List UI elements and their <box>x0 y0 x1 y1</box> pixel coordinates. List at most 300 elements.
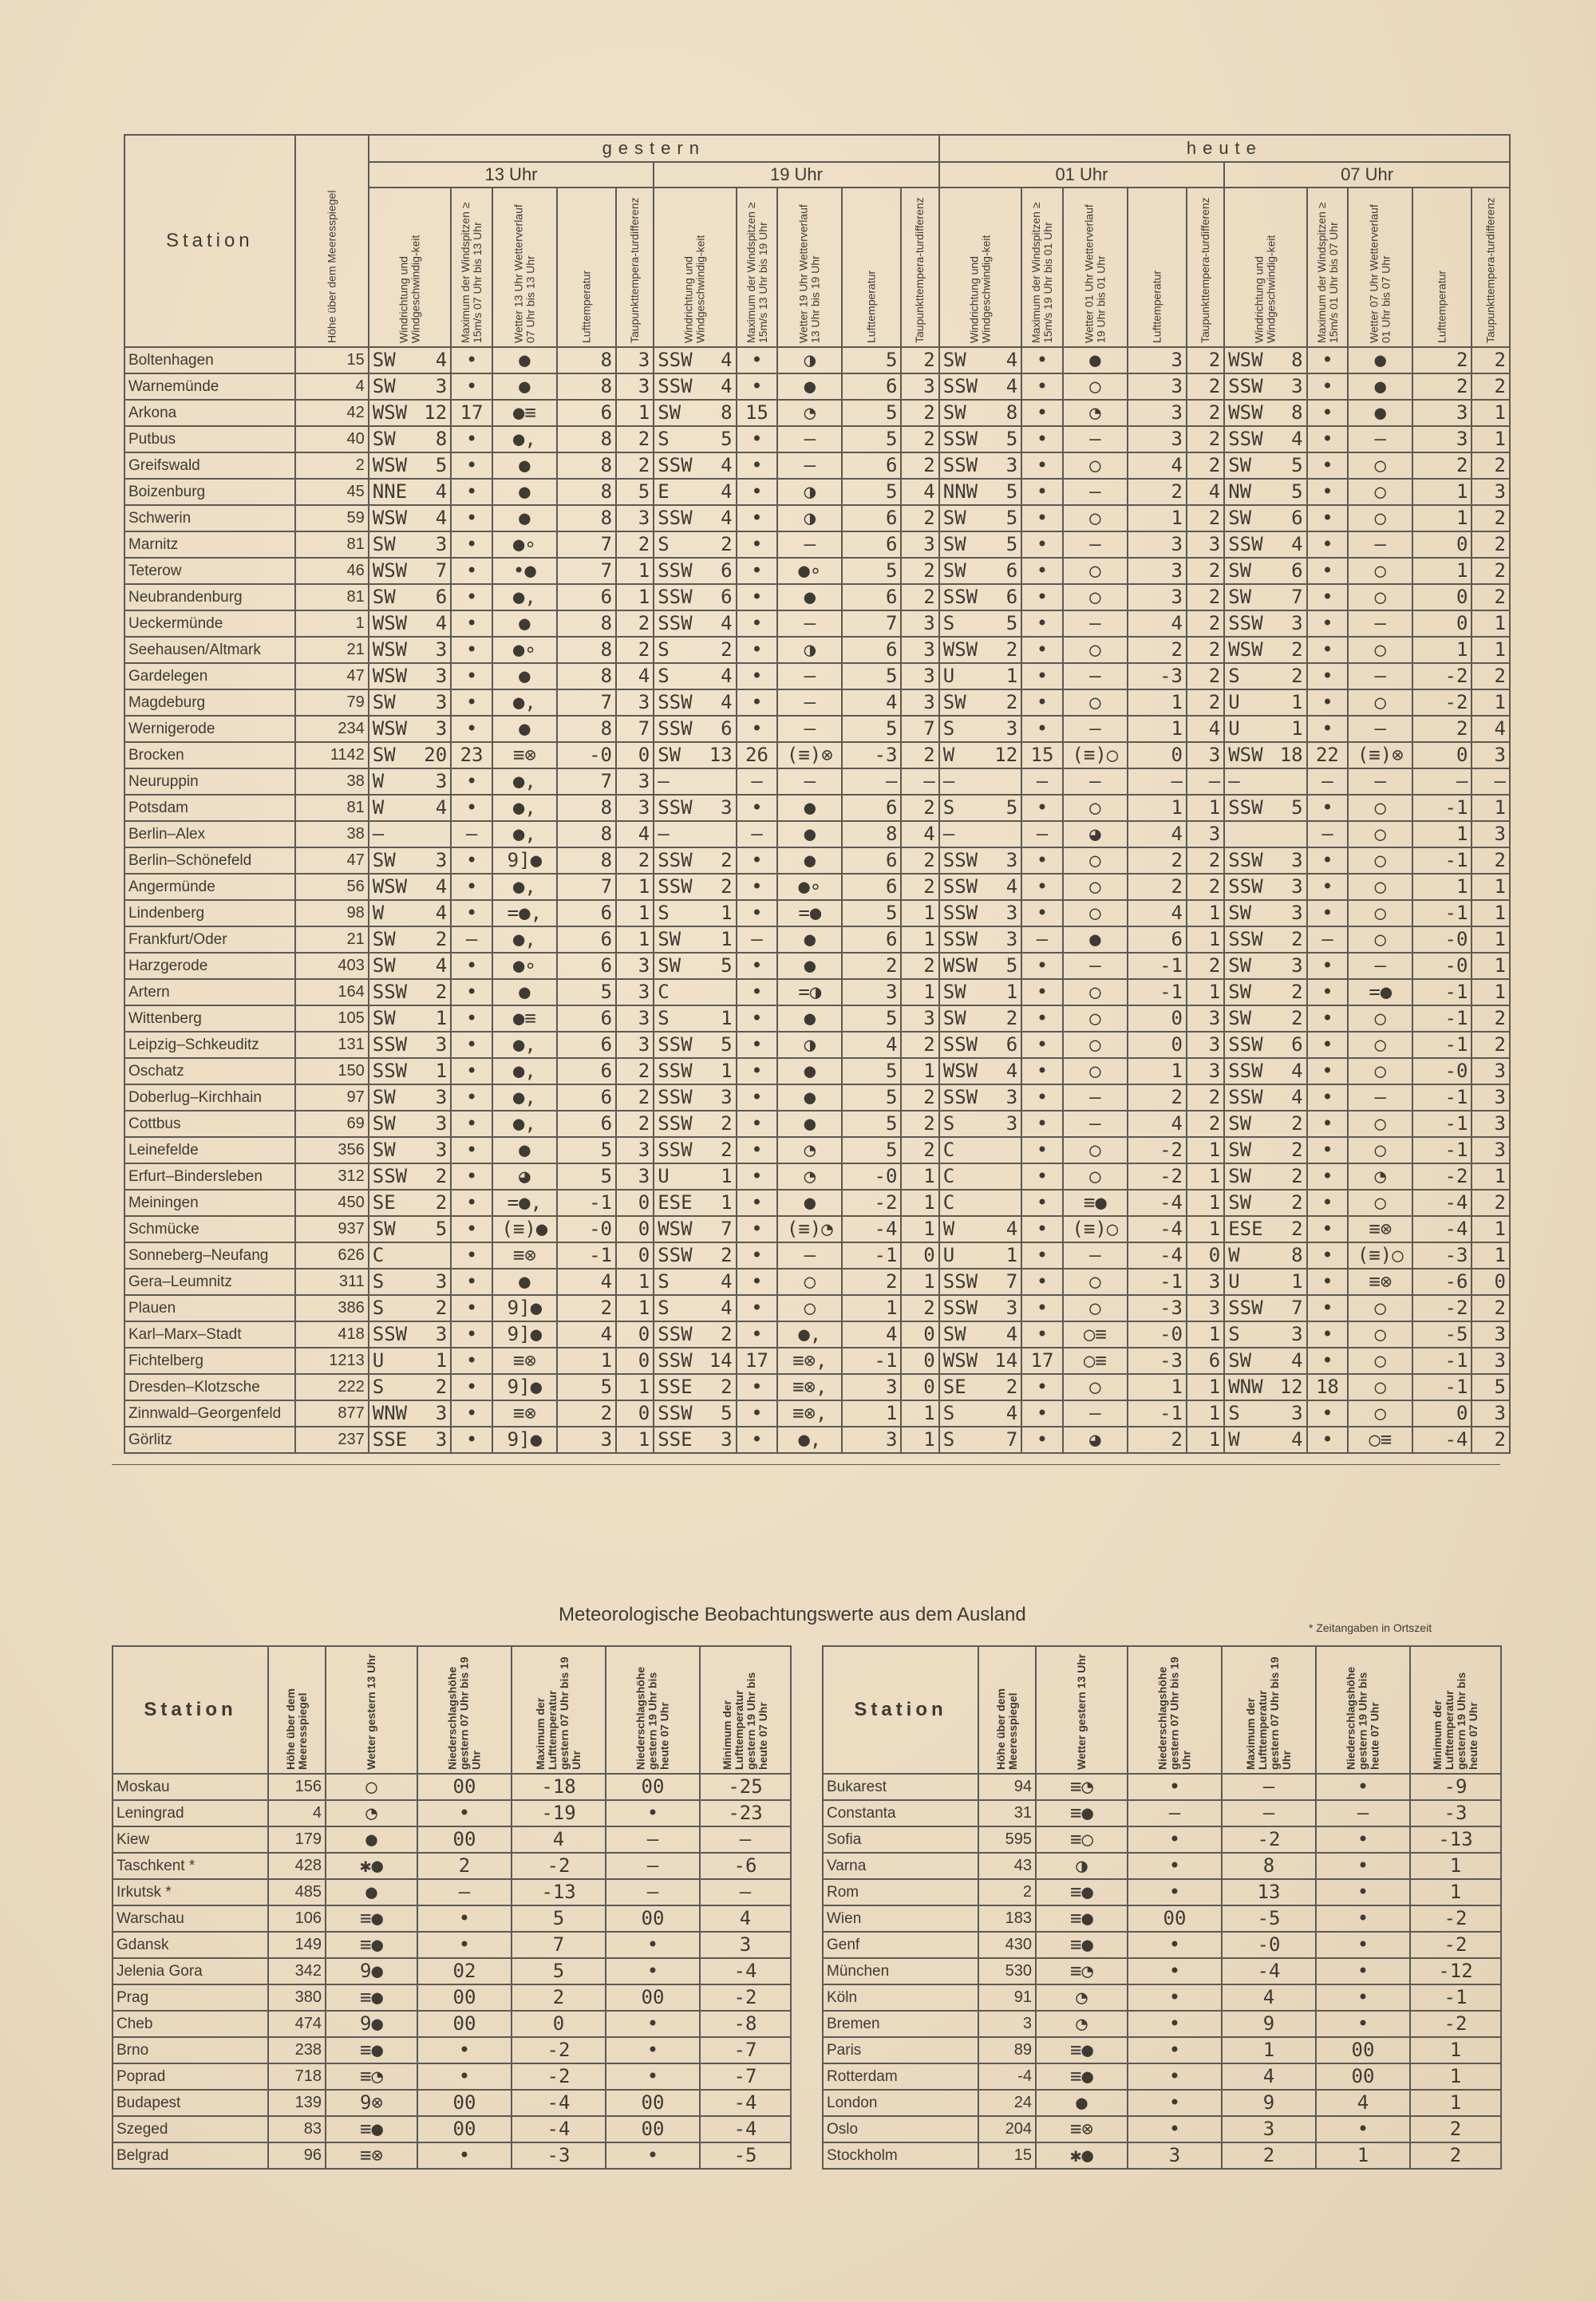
max-temperature: 2 <box>512 1984 606 2011</box>
wind-speed: 1 <box>980 663 1021 689</box>
wind-direction: SSW <box>1224 847 1266 874</box>
air-temperature: 1 <box>1412 479 1472 505</box>
weather-symbol: ● <box>326 1879 417 1905</box>
max-temperature: -2 <box>512 1853 606 1879</box>
air-temperature: 8 <box>557 479 616 505</box>
air-temperature: -4 <box>842 1216 901 1242</box>
air-temperature: 4 <box>1128 900 1187 926</box>
station-name: Jelenia Gora <box>113 1958 268 1984</box>
wind-direction: WSW <box>369 716 410 742</box>
dewpoint-difference: 1 <box>1187 795 1224 821</box>
dewpoint-difference: 1 <box>1472 874 1510 900</box>
c07-col-4-header: Taupunkttempera-turdifferenz <box>1472 188 1510 347</box>
time-07-header: 07 Uhr <box>1224 162 1510 188</box>
station-name: Plauen <box>124 1295 295 1321</box>
air-temperature: 0 <box>1412 742 1472 768</box>
table-row <box>124 610 1510 637</box>
max-temperature: -3 <box>512 2142 606 2169</box>
wind-direction: SSW <box>1224 1058 1266 1084</box>
foreign-col-3-header: Maximum der Lufttemperatur gestern 07 Uhr bis 19 Uhr <box>1222 1646 1316 1774</box>
wind-gust: • <box>1307 1400 1349 1427</box>
wind-speed: 4 <box>695 347 737 373</box>
weather-symbol: ● <box>492 452 557 479</box>
wind-direction: WSW <box>369 558 410 584</box>
weather-symbol: – <box>777 768 842 795</box>
weather-symbol: ○≡ <box>1063 1348 1128 1374</box>
heute-header: heute <box>939 135 1510 162</box>
table-row <box>113 1984 791 2011</box>
dewpoint-difference: 2 <box>1187 1111 1224 1137</box>
table-row <box>124 663 1510 689</box>
weather-symbol: (≡)○ <box>1348 1242 1412 1269</box>
wind-gust: • <box>451 1295 492 1321</box>
table-row <box>823 1984 1501 2011</box>
wind-speed: 3 <box>409 768 451 795</box>
wind-speed: 2 <box>695 531 737 558</box>
table-row <box>124 1084 1510 1111</box>
precip-night: • <box>1316 2011 1410 2037</box>
foreign-col-1-header: Wetter gestern 13 Uhr <box>1036 1646 1128 1774</box>
wind-direction: SSW <box>939 373 981 400</box>
min-temperature: 2 <box>1410 2116 1501 2142</box>
c13-col-1-header: Maximum der Windspitzen ≥ 15m/s 07 Uhr bis 13 Uhr <box>451 188 492 347</box>
dewpoint-difference: 2 <box>1187 610 1224 637</box>
c01-col-0-header: Windrichtung und Windgeschwindig-keit <box>939 188 1021 347</box>
air-temperature: 4 <box>1128 452 1187 479</box>
table-row <box>124 1348 1510 1374</box>
weather-symbol: ◔ <box>777 1163 842 1190</box>
wind-speed: 4 <box>409 347 451 373</box>
wind-speed: 8 <box>1266 347 1307 373</box>
weather-symbol: 9● <box>326 2011 417 2037</box>
wind-gust: • <box>1307 452 1349 479</box>
station-name: Schmücke <box>124 1216 295 1242</box>
dewpoint-difference: 1 <box>901 926 938 953</box>
wind-speed: 1 <box>695 1005 737 1032</box>
wind-direction: WSW <box>369 637 410 663</box>
wind-speed: 4 <box>409 505 451 531</box>
station-height: 164 <box>295 979 369 1005</box>
air-temperature: -1 <box>1412 1084 1472 1111</box>
air-temperature: 6 <box>842 637 901 663</box>
max-temperature: -18 <box>512 1774 606 1800</box>
wind-gust: • <box>737 531 778 558</box>
wind-gust: • <box>451 900 492 926</box>
wind-gust: • <box>451 1321 492 1348</box>
dewpoint-difference: 1 <box>616 1427 654 1453</box>
air-temperature: -4 <box>1412 1427 1472 1453</box>
station-name: Warnemünde <box>124 373 295 400</box>
wind-direction: SW <box>1224 505 1266 531</box>
weather-symbol: 9]● <box>492 1427 557 1453</box>
station-name: Oschatz <box>124 1058 295 1084</box>
station-name: Sofia <box>823 1826 978 1853</box>
c13-col-2-header: Wetter 13 Uhr Wetterverlauf 07 Uhr bis 13 Uhr <box>492 188 557 347</box>
weather-symbol: 9● <box>326 1958 417 1984</box>
foreign-station-header: Station <box>823 1646 978 1774</box>
table-row <box>124 768 1510 795</box>
wind-gust: • <box>737 479 778 505</box>
station-name: Belgrad <box>113 2142 268 2169</box>
wind-gust: • <box>737 716 778 742</box>
wind-speed: 6 <box>1266 558 1307 584</box>
weather-symbol: ○≡ <box>1063 1321 1128 1348</box>
air-temperature: 6 <box>557 1111 616 1137</box>
precip-day: 00 <box>417 1774 512 1800</box>
wind-speed: 6 <box>695 584 737 610</box>
air-temperature: 7 <box>557 531 616 558</box>
precip-day: • <box>417 1932 512 1958</box>
max-temperature: 0 <box>512 2011 606 2037</box>
dewpoint-difference: 2 <box>1187 347 1224 373</box>
wind-gust: • <box>1021 426 1063 452</box>
air-temperature: 6 <box>1128 926 1187 953</box>
weather-symbol: ○ <box>1348 1032 1412 1058</box>
air-temperature: – <box>1128 768 1187 795</box>
weather-symbol: ● <box>777 1111 842 1137</box>
dewpoint-difference: 3 <box>1472 1400 1510 1427</box>
dewpoint-difference: 2 <box>901 795 938 821</box>
weather-symbol: ● <box>777 373 842 400</box>
station-name: Paris <box>823 2037 978 2063</box>
dewpoint-difference: 2 <box>1472 347 1510 373</box>
weather-symbol: ✱● <box>326 1853 417 1879</box>
wind-speed <box>409 1242 451 1269</box>
max-temperature: 2 <box>1222 2142 1316 2169</box>
max-temperature: 5 <box>512 1905 606 1932</box>
station-height: 403 <box>295 953 369 979</box>
wind-gust: • <box>1307 1427 1349 1453</box>
weather-symbol: ○ <box>1348 505 1412 531</box>
wind-direction: SSW <box>654 505 695 531</box>
weather-symbol: ● <box>492 663 557 689</box>
precip-night: – <box>1316 1800 1410 1826</box>
table-row <box>124 479 1510 505</box>
dewpoint-difference: 7 <box>616 716 654 742</box>
weather-symbol: ●∘ <box>492 637 557 663</box>
station-height: 149 <box>268 1932 326 1958</box>
dewpoint-difference: 1 <box>1472 610 1510 637</box>
wind-direction: ESE <box>1224 1216 1266 1242</box>
wind-gust: • <box>451 426 492 452</box>
weather-symbol: ○ <box>1348 584 1412 610</box>
weather-symbol: ●∘ <box>492 531 557 558</box>
station-height: 105 <box>295 1005 369 1032</box>
station-name: Irkutsk * <box>113 1879 268 1905</box>
wind-speed: 12 <box>980 742 1021 768</box>
precip-night: • <box>1316 1984 1410 2011</box>
dewpoint-difference: 3 <box>1187 1269 1224 1295</box>
weather-symbol: – <box>1348 953 1412 979</box>
air-temperature: -0 <box>1412 1058 1472 1084</box>
air-temperature: -2 <box>1128 1137 1187 1163</box>
wind-gust: • <box>1307 531 1349 558</box>
wind-direction: SW <box>1224 1137 1266 1163</box>
dewpoint-difference: 1 <box>1187 1400 1224 1427</box>
weather-symbol: ≡● <box>1036 2037 1128 2063</box>
weather-symbol: – <box>1063 610 1128 637</box>
station-height: 179 <box>268 1826 326 1853</box>
wind-direction: SW <box>1224 1005 1266 1032</box>
wind-gust: – <box>1307 768 1349 795</box>
wind-direction: SSW <box>939 452 981 479</box>
air-temperature: 6 <box>557 1005 616 1032</box>
station-height: 106 <box>268 1905 326 1932</box>
dewpoint-difference: 3 <box>1187 1032 1224 1058</box>
precip-day: • <box>417 2037 512 2063</box>
air-temperature: 4 <box>842 1032 901 1058</box>
max-temperature: 4 <box>512 1826 606 1853</box>
weather-symbol: – <box>1063 768 1128 795</box>
station-height: 98 <box>295 900 369 926</box>
wind-gust: • <box>1307 900 1349 926</box>
station-height: 485 <box>268 1879 326 1905</box>
wind-speed: 6 <box>980 584 1021 610</box>
wind-speed: 2 <box>695 1242 737 1269</box>
air-temperature: 2 <box>557 1400 616 1427</box>
station-height: 183 <box>978 1905 1036 1932</box>
wind-gust: • <box>1021 1216 1063 1242</box>
dewpoint-difference: 2 <box>901 426 938 452</box>
min-temperature: -12 <box>1410 1958 1501 1984</box>
weather-symbol: 9]● <box>492 1374 557 1400</box>
wind-speed: 4 <box>980 1058 1021 1084</box>
air-temperature: 6 <box>842 926 901 953</box>
dewpoint-difference: 2 <box>616 637 654 663</box>
table-row <box>124 1400 1510 1427</box>
table-row <box>823 1958 1501 1984</box>
wind-gust: • <box>737 1242 778 1269</box>
wind-speed: 3 <box>409 531 451 558</box>
precip-night: • <box>1316 1826 1410 1853</box>
air-temperature: -1 <box>557 1242 616 1269</box>
station-height: 47 <box>295 847 369 874</box>
air-temperature: 4 <box>842 1321 901 1348</box>
dewpoint-difference: 1 <box>1472 1163 1510 1190</box>
min-temperature: -7 <box>700 2063 791 2090</box>
weather-symbol: ≡⊗ <box>492 1242 557 1269</box>
dewpoint-difference: 2 <box>1472 1032 1510 1058</box>
wind-direction: WSW <box>1224 347 1266 373</box>
wind-direction: SSW <box>1224 926 1266 953</box>
weather-symbol: ● <box>492 716 557 742</box>
station-height: 91 <box>978 1984 1036 2011</box>
air-temperature: 2 <box>1128 479 1187 505</box>
air-temperature: 0 <box>1412 584 1472 610</box>
wind-direction: S <box>939 716 981 742</box>
wind-direction: WSW <box>939 953 981 979</box>
weather-symbol: – <box>777 1242 842 1269</box>
air-temperature: -1 <box>1128 1269 1187 1295</box>
wind-speed: 4 <box>695 452 737 479</box>
wind-gust: • <box>737 663 778 689</box>
wind-gust: • <box>451 795 492 821</box>
air-temperature: 5 <box>842 479 901 505</box>
air-temperature: 2 <box>1128 637 1187 663</box>
weather-symbol: ◑ <box>777 1032 842 1058</box>
foreign-col-5-header: Minimum der Lufttemperatur gestern 19 Uhr bis heute 07 Uhr <box>1410 1646 1501 1774</box>
air-temperature: 8 <box>557 795 616 821</box>
wind-direction: SSW <box>654 558 695 584</box>
weather-symbol: ○ <box>1063 452 1128 479</box>
precip-day: 2 <box>417 1853 512 1879</box>
min-temperature: -5 <box>700 2142 791 2169</box>
wind-speed: 4 <box>980 373 1021 400</box>
wind-speed <box>980 768 1021 795</box>
dewpoint-difference: 3 <box>1472 742 1510 768</box>
station-height: 38 <box>295 768 369 795</box>
dewpoint-difference: 2 <box>616 610 654 637</box>
c13-col-3-header: Lufttemperatur <box>557 188 616 347</box>
station-name: Teterow <box>124 558 295 584</box>
dewpoint-difference: 2 <box>1187 874 1224 900</box>
dewpoint-difference: 2 <box>616 1111 654 1137</box>
dewpoint-difference: 1 <box>1187 1216 1224 1242</box>
wind-gust: • <box>737 347 778 373</box>
dewpoint-difference: 5 <box>616 479 654 505</box>
wind-gust: – <box>1307 926 1349 953</box>
station-height: 530 <box>978 1958 1036 1984</box>
dewpoint-difference: 3 <box>616 347 654 373</box>
air-temperature: -1 <box>1412 1137 1472 1163</box>
wind-speed: 2 <box>1266 979 1307 1005</box>
wind-gust: • <box>1307 347 1349 373</box>
air-temperature: 4 <box>1128 821 1187 847</box>
wind-gust: • <box>1307 584 1349 610</box>
dewpoint-difference: 3 <box>901 689 938 716</box>
dewpoint-difference: – <box>1187 768 1224 795</box>
air-temperature: 5 <box>557 1163 616 1190</box>
wind-direction: SSW <box>654 689 695 716</box>
wind-speed: 4 <box>695 1295 737 1321</box>
wind-speed: 8 <box>1266 1242 1307 1269</box>
wind-direction: SSW <box>1224 426 1266 452</box>
weather-symbol: ● <box>1348 400 1412 426</box>
weather-symbol: ●, <box>492 821 557 847</box>
station-name: Sonneberg–Neufang <box>124 1242 295 1269</box>
table-row <box>823 1932 1501 1958</box>
wind-direction: SSW <box>939 1032 981 1058</box>
wind-speed: 3 <box>409 1111 451 1137</box>
station-height: 237 <box>295 1427 369 1453</box>
table-row <box>124 1242 1510 1269</box>
station-name: Szeged <box>113 2116 268 2142</box>
air-temperature: -0 <box>1128 1321 1187 1348</box>
precip-night: • <box>1316 1853 1410 1879</box>
wind-gust: • <box>451 663 492 689</box>
air-temperature: -3 <box>1412 1242 1472 1269</box>
wind-direction: SSW <box>654 373 695 400</box>
wind-speed: 6 <box>409 584 451 610</box>
dewpoint-difference: 4 <box>901 479 938 505</box>
wind-gust: • <box>1307 716 1349 742</box>
wind-direction: WSW <box>1224 742 1266 768</box>
weather-symbol: ≡◔ <box>1036 1774 1128 1800</box>
wind-gust: • <box>451 1242 492 1269</box>
station-name: Stockholm <box>823 2142 978 2169</box>
wind-gust: • <box>1021 452 1063 479</box>
wind-speed: 4 <box>695 610 737 637</box>
wind-direction: SSE <box>369 1427 410 1453</box>
wind-direction: SW <box>369 1111 410 1137</box>
min-temperature: -7 <box>700 2037 791 2063</box>
wind-speed: 14 <box>980 1348 1021 1374</box>
precip-night: 1 <box>1316 2142 1410 2169</box>
air-temperature: -1 <box>1128 1400 1187 1427</box>
dewpoint-difference: 1 <box>901 1163 938 1190</box>
wind-speed: 3 <box>695 1084 737 1111</box>
wind-gust: • <box>1307 1163 1349 1190</box>
wind-direction: – <box>939 768 981 795</box>
station-height: 2 <box>295 452 369 479</box>
wind-speed: 5 <box>980 795 1021 821</box>
max-temperature: – <box>1222 1800 1316 1826</box>
air-temperature: 8 <box>557 637 616 663</box>
wind-speed: 5 <box>409 1216 451 1242</box>
precip-night: • <box>1316 1774 1410 1800</box>
table-row <box>124 953 1510 979</box>
air-temperature: 8 <box>557 452 616 479</box>
air-temperature: 0 <box>1412 610 1472 637</box>
wind-speed: 3 <box>980 716 1021 742</box>
station-name: Seehausen/Altmark <box>124 637 295 663</box>
dewpoint-difference: 1 <box>1472 1216 1510 1242</box>
weather-symbol: – <box>1348 531 1412 558</box>
precip-night: • <box>606 1800 700 1826</box>
wind-direction: SSW <box>939 874 981 900</box>
c13-col-4-header: Taupunkttempera-turdifferenz <box>616 188 654 347</box>
min-temperature: 3 <box>700 1932 791 1958</box>
wind-speed: 1 <box>695 1190 737 1216</box>
air-temperature: -2 <box>1128 1163 1187 1190</box>
dewpoint-difference: 1 <box>1187 1427 1224 1453</box>
wind-speed <box>1266 821 1307 847</box>
wind-gust: • <box>1307 400 1349 426</box>
station-height: 47 <box>295 663 369 689</box>
dewpoint-difference: 1 <box>1187 979 1224 1005</box>
min-temperature: -4 <box>700 2090 791 2116</box>
table-row <box>124 926 1510 953</box>
dewpoint-difference: 3 <box>901 531 938 558</box>
foreign-note: * Zeitangaben in Ortszeit <box>1309 1621 1432 1634</box>
wind-speed: 1 <box>1266 689 1307 716</box>
wind-direction: SW <box>939 558 981 584</box>
dewpoint-difference: 1 <box>1472 400 1510 426</box>
table-row <box>823 1774 1501 1800</box>
air-temperature: 5 <box>842 558 901 584</box>
wind-speed: 3 <box>409 1427 451 1453</box>
wind-direction: W <box>369 768 410 795</box>
wind-speed: 8 <box>1266 400 1307 426</box>
station-height: 31 <box>978 1800 1036 1826</box>
wind-gust: • <box>451 768 492 795</box>
wind-speed: 3 <box>409 1269 451 1295</box>
weather-symbol: ○ <box>1348 874 1412 900</box>
dewpoint-difference: 0 <box>616 1400 654 1427</box>
table-row <box>823 1853 1501 1879</box>
weather-symbol: ● <box>1036 2090 1128 2116</box>
weather-symbol: ○ <box>1063 874 1128 900</box>
wind-gust: • <box>1021 1190 1063 1216</box>
table-row <box>113 2063 791 2090</box>
station-height: 222 <box>295 1374 369 1400</box>
wind-gust: • <box>737 1269 778 1295</box>
air-temperature: 2 <box>1128 847 1187 874</box>
air-temperature: 0 <box>1128 742 1187 768</box>
wind-direction: SSW <box>654 452 695 479</box>
precip-day: 00 <box>417 2011 512 2037</box>
weather-symbol: ≡⊗ <box>1348 1216 1412 1242</box>
